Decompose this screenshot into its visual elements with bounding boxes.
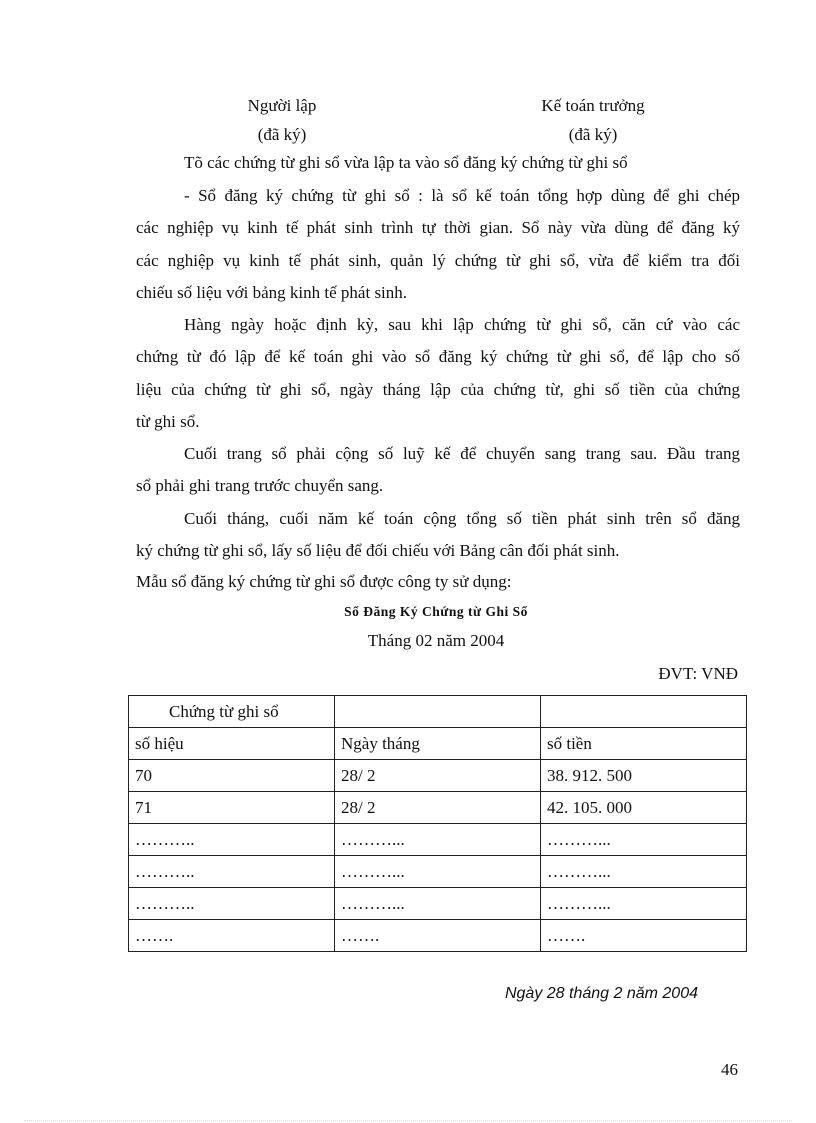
currency-unit: ĐVT: VNĐ xyxy=(658,664,738,683)
header-document-number: số hiệu xyxy=(129,728,335,760)
text-line: các nghiệp vụ kinh tế phát sinh trình tự thời gian. Sổ này vừa dùng để đăng ký xyxy=(136,218,740,238)
cell-amount: 38. 912. 500 xyxy=(541,760,747,792)
table-row xyxy=(129,856,747,888)
text-line: liệu của chứng từ ghi sổ, ngày tháng lập của chứng từ, ghi số tiền của chứng xyxy=(136,379,740,399)
register-table xyxy=(128,695,747,952)
cell-number: ……. xyxy=(129,920,335,952)
cell-date: 28/ 2 xyxy=(335,760,541,792)
cell-amount: ………... xyxy=(541,824,747,856)
cell-number: ……….. xyxy=(129,856,335,888)
chief-accountant-title: Kế toán trưởng xyxy=(541,96,645,115)
text-line: sổ phải ghi trang trước chuyển sang. xyxy=(136,476,384,496)
text-line: chiếu số liệu với bảng kinh tế phát sinh. xyxy=(136,283,408,303)
paragraph-definition xyxy=(136,180,740,310)
cell-number: ……….. xyxy=(129,824,335,856)
cell-number: 70 xyxy=(129,760,335,792)
empty-header-cell xyxy=(541,696,747,728)
preparer-signed-note: (đã ký) xyxy=(257,125,307,144)
register-title: Sổ Đăng Ký Chứng từ Ghi Sổ xyxy=(344,604,528,619)
text-line: Hàng ngày hoặc định kỳ, sau khi lập chứng từ ghi sổ, căn cứ vào các xyxy=(184,315,740,334)
table-row xyxy=(129,792,747,824)
cell-amount: ………... xyxy=(541,856,747,888)
cell-date: ………... xyxy=(335,856,541,888)
cell-number: ……….. xyxy=(129,888,335,920)
preparer-title: Người lập xyxy=(247,96,317,115)
intro-sentence: Tõ các chứng từ ghi sổ vừa lập ta vào sổ đăng ký chứng từ ghi sổ xyxy=(184,153,628,172)
table-header-row xyxy=(129,728,747,760)
text-line: Cuối trang sổ phải cộng số luỹ kế để chuyển sang trang sau. Đầu trang xyxy=(184,444,740,463)
cell-number: 71 xyxy=(129,792,335,824)
empty-header-cell xyxy=(335,696,541,728)
cell-amount: ……. xyxy=(541,920,747,952)
table-group-header-row xyxy=(129,696,747,728)
cell-amount: ………... xyxy=(541,888,747,920)
cell-amount: 42. 105. 000 xyxy=(541,792,747,824)
table-row xyxy=(129,920,747,952)
table-row xyxy=(129,888,747,920)
cell-date: ……. xyxy=(335,920,541,952)
text-line: - Sổ đăng ký chứng từ ghi sổ : là sổ kế toán tổng hợp dùng để ghi chép xyxy=(184,186,740,205)
group-header-cell: Chứng từ ghi sổ xyxy=(129,696,335,728)
table-row xyxy=(129,824,747,856)
text-line: các nghiệp vụ kinh tế phát sinh, quản lý chứng từ ghi sổ, vừa để kiểm tra đối xyxy=(136,250,740,270)
header-amount: số tiền xyxy=(541,728,747,760)
header-date: Ngày tháng xyxy=(335,728,541,760)
chief-accountant-signed-note: (đã ký) xyxy=(568,125,618,144)
paragraph-page-totals xyxy=(136,438,740,503)
paragraph-month-end xyxy=(136,503,740,568)
text-line: chứng từ đó lập để kế toán ghi vào sổ đăng ký chứng từ ghi sổ, để lập cho số xyxy=(136,347,740,367)
cell-date: ………... xyxy=(335,888,541,920)
text-line: ký chứng từ ghi sổ, lấy số liệu để đối chiếu với Bảng cân đối phát sinh. xyxy=(136,541,620,561)
text-line: Cuối tháng, cuối năm kế toán cộng tổng số tiền phát sinh trên sổ đăng xyxy=(184,509,740,528)
cell-date: 28/ 2 xyxy=(335,792,541,824)
signing-date: Ngày 28 tháng 2 năm 2004 xyxy=(504,985,698,1002)
table-row xyxy=(129,760,747,792)
cell-date: ………... xyxy=(335,824,541,856)
register-period: Tháng 02 năm 2004 xyxy=(367,631,505,650)
paragraph-daily-entry xyxy=(136,309,740,439)
page-edge-rule xyxy=(24,1120,792,1121)
text-line: từ ghi sổ. xyxy=(136,412,200,432)
form-intro: Mẫu sổ đăng ký chứng từ ghi sổ được công ty sử dụng: xyxy=(136,572,512,591)
page-number: 46 xyxy=(721,1060,738,1079)
